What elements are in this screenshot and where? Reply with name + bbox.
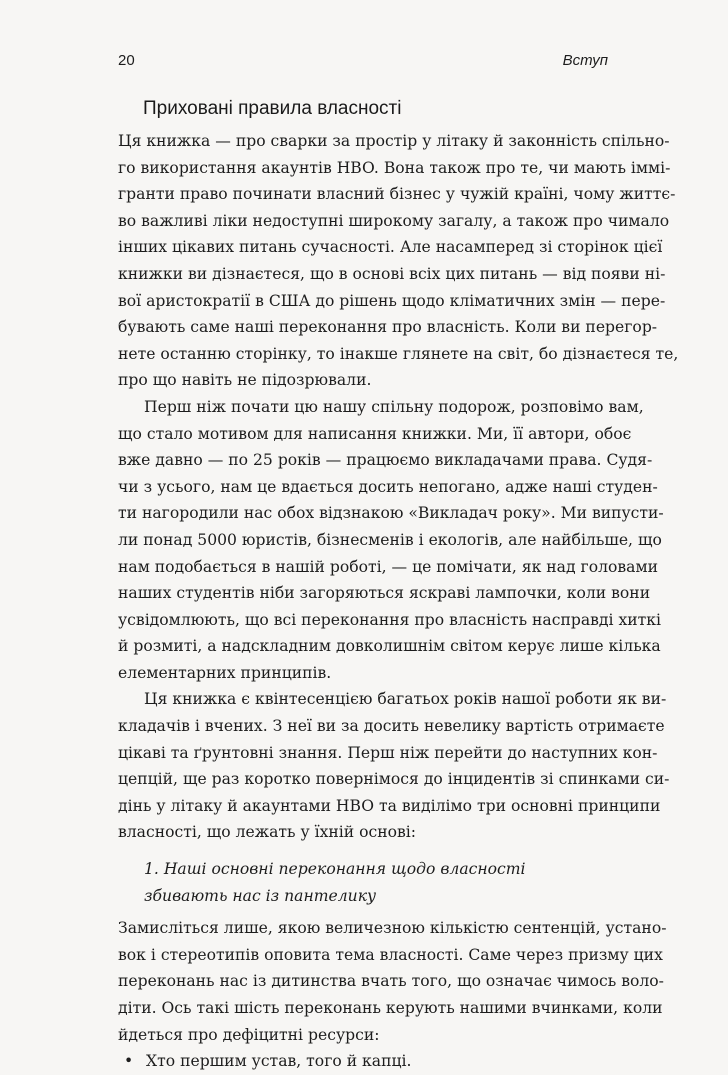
- running-head: Вступ: [562, 52, 608, 69]
- text-line: нете останню сторінку, то інакше глянете на світ, бо дізнаєтеся те,: [118, 344, 679, 363]
- page-number: 20: [118, 52, 135, 69]
- text-line: цепцій, ще раз коротко повернімося до інцидентів зі спинками си-: [118, 770, 670, 789]
- text-line: гранти право починати власний бізнес у чужій країні, чому життє-: [118, 185, 676, 204]
- text-line: Ця книжка є квінтесенцією багатьох років нашої роботи як ви-: [144, 690, 667, 709]
- text-line: го використання акаунтів HBO. Вона також про те, чи мають іммі-: [118, 158, 671, 177]
- bullet-marker: •: [124, 1052, 134, 1071]
- subheading-line: 1. Наші основні переконання щодо власності: [144, 860, 526, 879]
- bullet-list-item: [118, 1048, 610, 1075]
- subheading: [118, 856, 610, 909]
- text-line: інших цікавих питань сучасності. Але насамперед зі сторінок цієї: [118, 238, 663, 257]
- text-line: цікаві та ґрунтовні знання. Перш ніж перейти до наступних кон-: [118, 743, 658, 762]
- paragraph-4: [118, 915, 667, 1048]
- paragraph-1: [118, 128, 679, 394]
- text-line: во важливі ліки недоступні широкому загалу, а також про чимало: [118, 211, 670, 230]
- body-text: [118, 128, 679, 1075]
- text-line: про що навіть не підозрювали.: [118, 371, 372, 390]
- text-line: власності, що лежать у їхній основі:: [118, 823, 417, 842]
- text-line: вої аристократії в США до рішень щодо кліматичних змін — пере-: [118, 291, 666, 310]
- text-line: й розмиті, а надскладним довколишнім світом керує лише кілька: [118, 637, 661, 656]
- text-line: книжки ви дізнаєтеся, що в основі всіх цих питань — від появи ні-: [118, 264, 666, 283]
- text-line: вже давно — по 25 років — працюємо викладачами права. Судя-: [118, 451, 653, 470]
- text-line: елементарних принципів.: [118, 663, 332, 682]
- text-line: вок і стереотипів оповита тема власності. Саме через призму цих: [118, 945, 663, 964]
- text-line: бувають саме наші переконання про власність. Коли ви перегор-: [118, 318, 658, 337]
- text-line: кладачів і вчених. З неї ви за досить невелику вартість отримаєте: [118, 717, 665, 736]
- page-header: [118, 52, 608, 74]
- paragraph-3: [118, 686, 670, 846]
- text-line: Замисліться лише, якою величезною кількістю сентенцій, устано-: [118, 919, 667, 938]
- text-line: Ця книжка — про сварки за простір у літаку й законність спільно-: [118, 132, 670, 150]
- text-line: нам подобається в нашій роботі, — це помічати, як над головами: [118, 557, 658, 576]
- text-line: чи з усього, нам це вдається досить непогано, адже наші студен-: [118, 477, 658, 496]
- text-line: переконань нас із дитинства вчать того, що означає чимось воло-: [118, 972, 664, 991]
- text-line: що стало мотивом для написання книжки. Ми, її автори, обоє: [118, 424, 632, 443]
- text-line: ти нагородили нас обох відзнакою «Викладач року». Ми випусти-: [118, 504, 664, 523]
- text-line: усвідомлюють, що всі переконання про власність насправді хиткі: [118, 610, 662, 629]
- bullet-text: Хто першим устав, того й капці.: [146, 1052, 412, 1071]
- subheading-line: збивають нас із пантелику: [144, 886, 377, 905]
- text-line: наших студентів ніби загоряються яскраві лампочки, коли вони: [118, 584, 651, 603]
- text-line: дінь у літаку й акаунтами HBO та виділімо три основні принципи: [118, 796, 661, 815]
- text-line: ли понад 5000 юристів, бізнесменів і екологів, але найбільше, що: [118, 530, 662, 549]
- section-title: Приховані правила власності: [143, 98, 402, 119]
- text-line: Перш ніж почати цю нашу спільну подорож, розповімо вам,: [144, 397, 644, 416]
- paragraph-2: [118, 394, 664, 687]
- text-line: діти. Ось такі шість переконань керують нашими вчинками, коли: [118, 999, 663, 1017]
- text-line: йдеться про дефіцитні ресурси:: [118, 1025, 380, 1044]
